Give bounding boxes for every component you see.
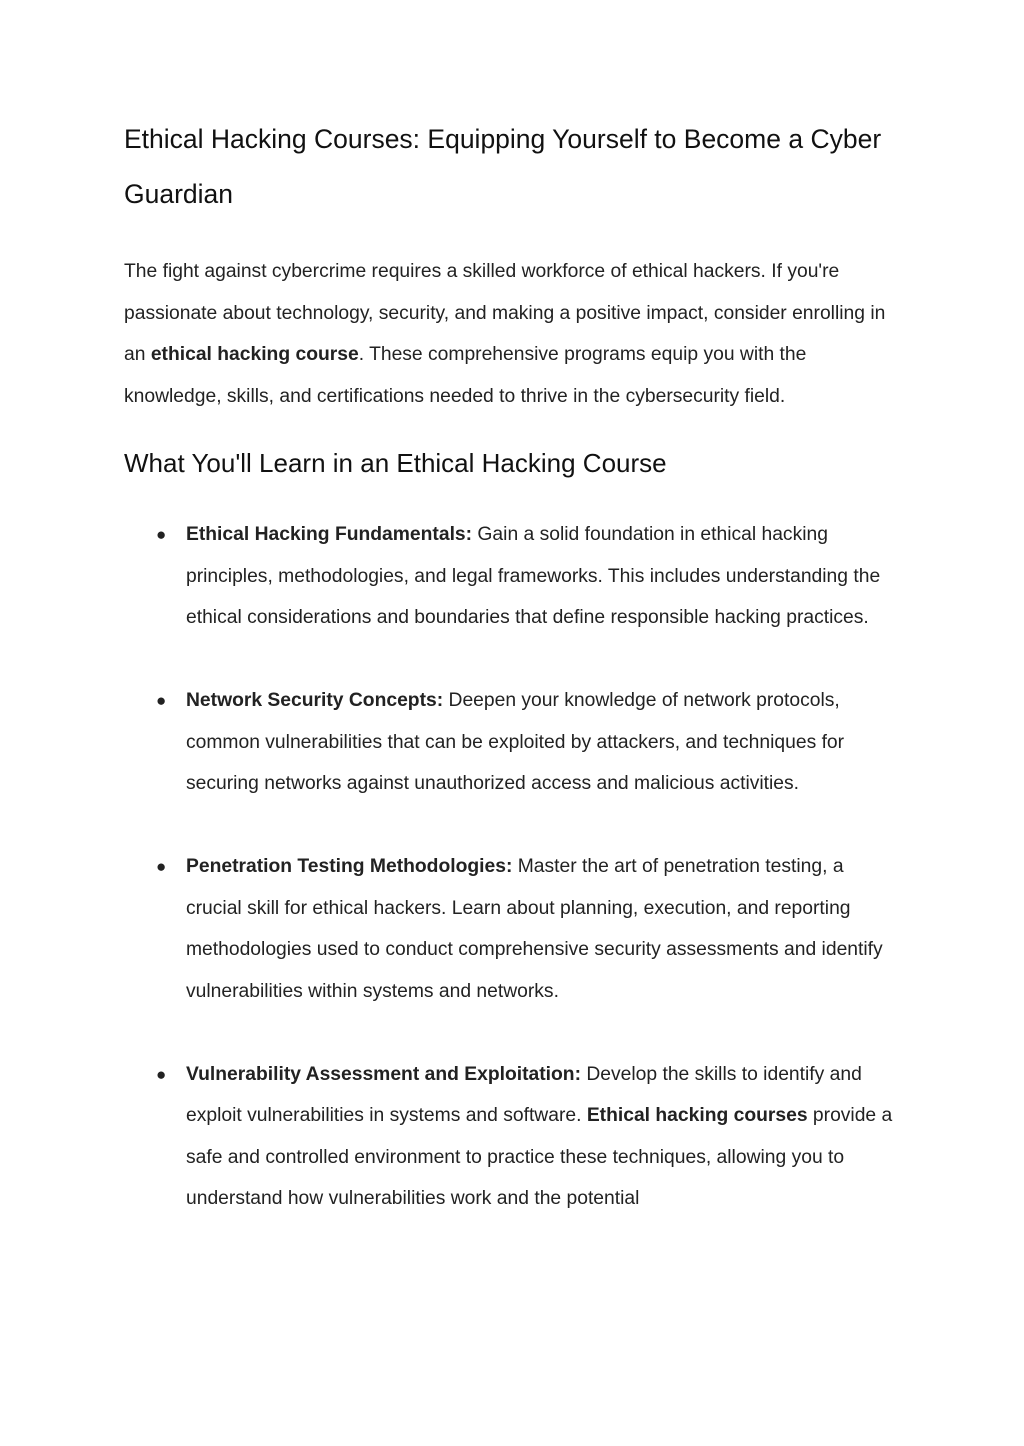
intro-paragraph	[124, 251, 904, 417]
bullet-icon: ●	[156, 691, 167, 710]
list-item-text-continued: provide a safe and controlled environment to practice these techniques, allowing you to understand how vulnerabilities work and the potential	[186, 1105, 893, 1209]
intro-bold-phrase: ethical hacking course	[150, 344, 359, 365]
bullet-icon: ●	[156, 857, 167, 876]
list-item-label: Ethical Hacking Fundamentals:	[186, 524, 473, 545]
document-page	[124, 112, 904, 1261]
list-item-text: Develop the skills to identify and exploit vulnerabilities in systems and software.	[186, 1063, 862, 1126]
list-item	[124, 1054, 904, 1220]
list-item-label: Vulnerability Assessment and Exploitation:	[186, 1063, 581, 1085]
list-item-bold-phrase: Ethical hacking courses	[586, 1105, 808, 1126]
list-item-text: Deepen your knowledge of network protocols, common vulnerabilities that can be exploited by attackers, and techniques for securing networks against unauthorized access and malicious activities.	[186, 690, 845, 794]
intro-text-end: . These comprehensive programs equip you with the knowledge, skills, and certifications needed to thrive in the cybersecurity field.	[124, 344, 807, 407]
list-item	[124, 846, 904, 1012]
list-item	[124, 680, 904, 805]
intro-text-start: The fight against cybercrime requires a skilled workforce of ethical hackers. If you're passionate about technology, security, and making a positive impact, consider enrolling in an	[124, 261, 886, 365]
list-item-label: Penetration Testing Methodologies:	[186, 856, 513, 877]
list-item	[124, 514, 904, 639]
learning-topics-list	[124, 514, 904, 1220]
list-item-label: Network Security Concepts:	[186, 690, 444, 711]
bullet-icon: ●	[156, 1064, 167, 1084]
list-item-text: Gain a solid foundation in ethical hacking principles, methodologies, and legal frameworks. This includes understanding the ethical considerations and boundaries that define responsible hacking practices.	[186, 524, 881, 628]
list-item-text: Master the art of penetration testing, a crucial skill for ethical hackers. Learn about planning, execution, and reporting methodologies used to conduct comprehensive security assessments and identify vulnerabilities within systems and networks.	[186, 856, 883, 1002]
bullet-icon: ●	[156, 525, 167, 544]
document-title: Ethical Hacking Courses: Equipping Yourself to Become a Cyber Guardian	[124, 124, 882, 209]
section-heading: What You'll Learn in an Ethical Hacking Course	[124, 448, 667, 478]
